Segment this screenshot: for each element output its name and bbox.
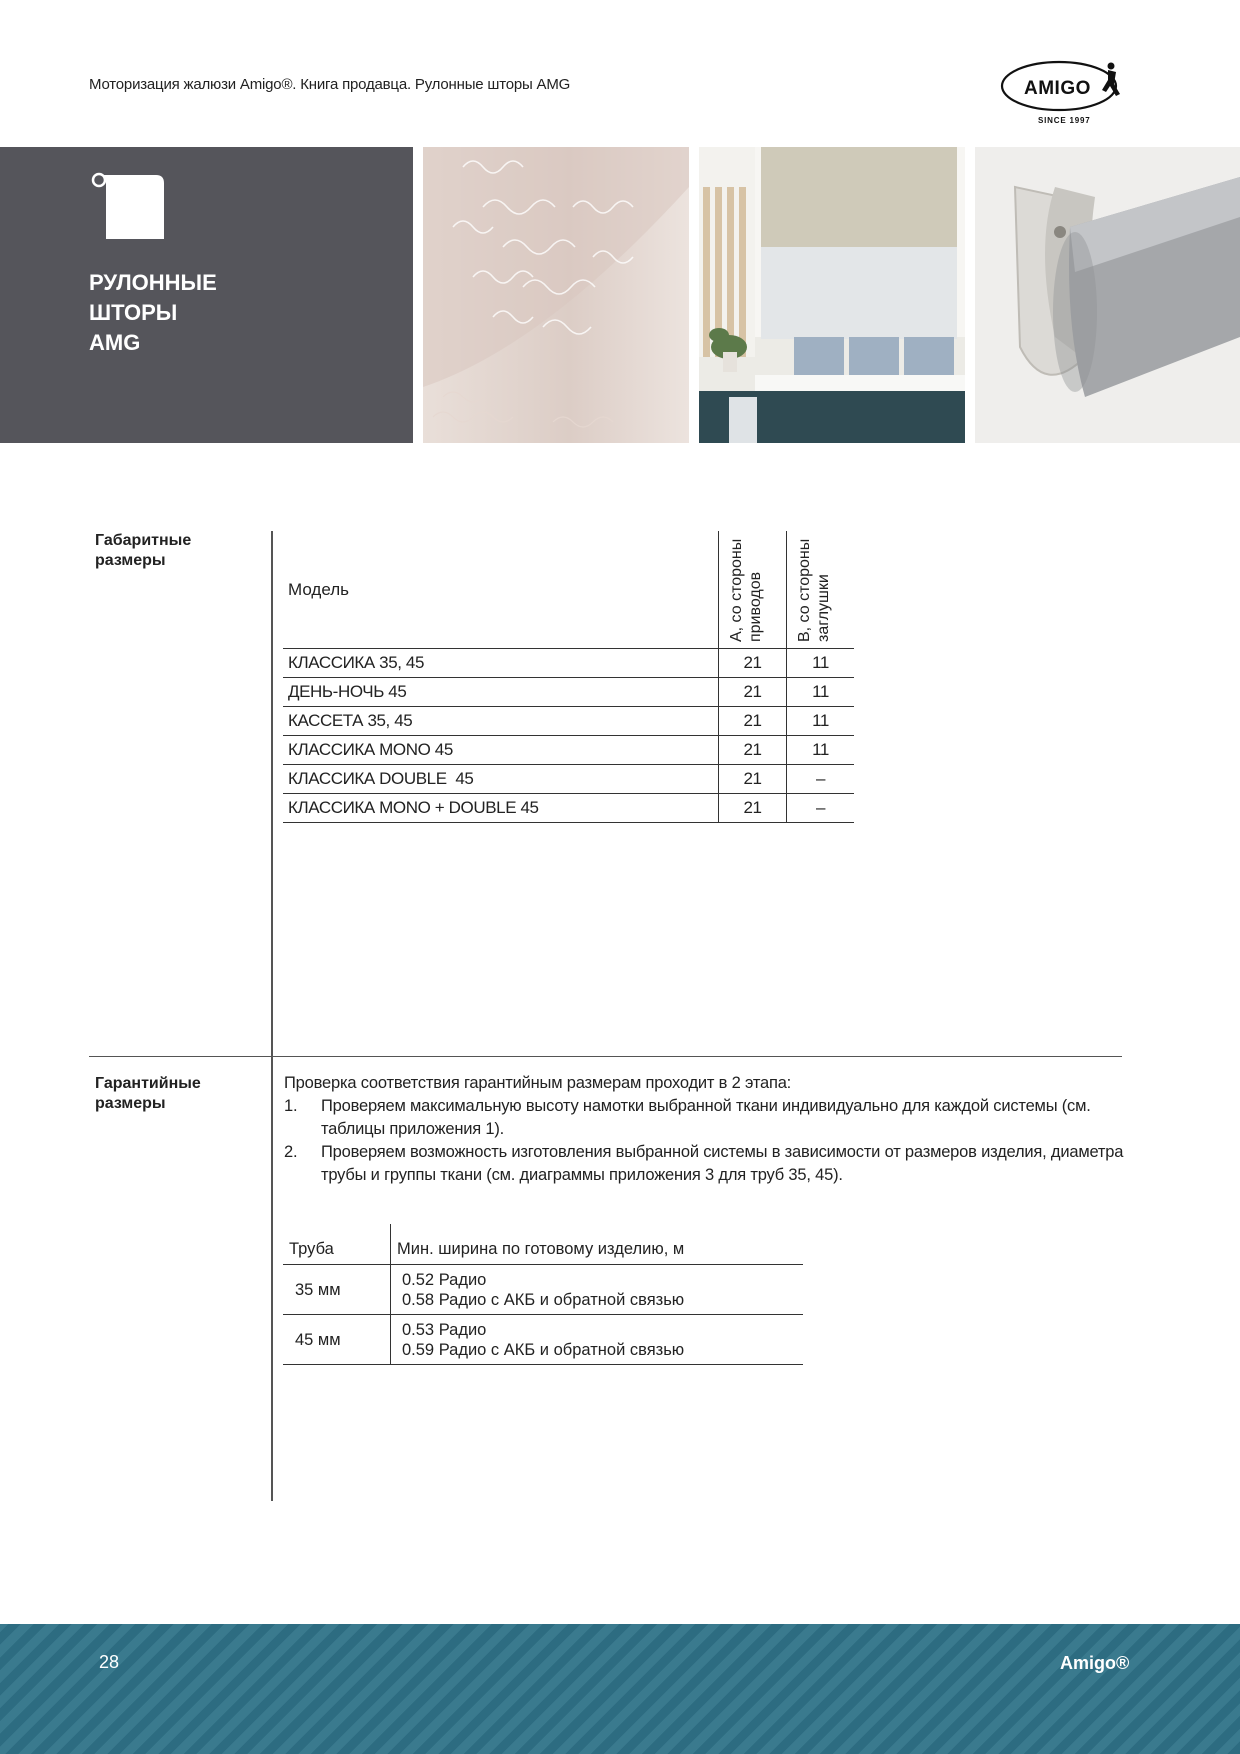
header-line: А, со стороны — [728, 538, 745, 642]
cell-model: КЛАССИКА MONO + DOUBLE 45 — [283, 794, 719, 823]
warranty-steps — [284, 1095, 1124, 1187]
title-line: РУЛОННЫЕ — [89, 270, 217, 295]
list-text: Проверяем возможность изготовления выбранной системы в зависимости от размеров изделия, диаметра трубы и группы ткани (см. диаграммы приложения 3 для труб 35, 45). — [321, 1143, 1124, 1184]
label-line: Габаритные — [95, 532, 192, 549]
title-tile — [0, 147, 413, 443]
page-title — [89, 268, 217, 358]
amigo-logo — [1000, 56, 1128, 130]
list-text: Проверяем максимальную высоту намотки выбранной ткани индивидуально для каждой системы (см. таблицы приложения 1). — [321, 1097, 1091, 1138]
width-line: 0.53 Радио — [402, 1320, 487, 1339]
title-line: AMG — [89, 330, 141, 355]
cell-tube: 45 мм — [283, 1315, 391, 1365]
cell-min-width — [391, 1315, 804, 1365]
header-line: приводов — [747, 571, 764, 642]
dimensions-label — [95, 531, 191, 571]
logo-wordmark: AMIGO — [1024, 78, 1091, 99]
cell-model: КЛАССИКА 35, 45 — [283, 649, 719, 678]
cell-a: 21 — [719, 649, 787, 678]
list-item — [284, 1141, 1124, 1187]
cell-b: – — [787, 794, 855, 823]
column-header-model: Модель — [283, 531, 719, 649]
cell-tube: 35 мм — [283, 1265, 391, 1315]
width-line: 0.58 Радио с АКБ и обратной связью — [402, 1290, 685, 1309]
table-row — [283, 1315, 803, 1365]
dimensions-table — [283, 531, 854, 823]
table-row — [283, 736, 854, 765]
header-line: заглушки — [815, 574, 832, 642]
roller-blind-icon — [90, 171, 174, 239]
cell-model: КЛАССИКА MONO 45 — [283, 736, 719, 765]
cell-b: – — [787, 765, 855, 794]
bracket-photo — [975, 147, 1240, 443]
fabric-photo — [423, 147, 689, 443]
list-item — [284, 1095, 1124, 1141]
cell-model: КЛАССИКА DOUBLE 45 — [283, 765, 719, 794]
footer-brand: Amigo® — [1060, 1653, 1130, 1673]
warranty-label — [95, 1074, 201, 1114]
width-line: 0.59 Радио с АКБ и обратной связью — [402, 1340, 685, 1359]
cell-model: ДЕНЬ-НОЧЬ 45 — [283, 678, 719, 707]
column-header-min-width: Мин. ширина по готовому изделию, м — [391, 1224, 804, 1265]
column-header-a — [719, 531, 787, 649]
document-header: Моторизация жалюзи Amigo®. Книга продавца. Рулонные шторы AMG — [89, 76, 571, 93]
title-line: ШТОРЫ — [89, 300, 178, 325]
table-row — [283, 649, 854, 678]
cell-a: 21 — [719, 736, 787, 765]
table-row — [283, 678, 854, 707]
cell-a: 21 — [719, 678, 787, 707]
page-number: 28 — [99, 1652, 120, 1672]
section-divider-vertical — [271, 1057, 273, 1501]
column-header-b — [787, 531, 855, 649]
window-photo — [699, 147, 965, 443]
label-line: Гарантийные — [95, 1075, 201, 1092]
width-line: 0.52 Радио — [402, 1270, 487, 1289]
warranty-text — [284, 1072, 1124, 1187]
table-row — [283, 1265, 803, 1315]
header-line: В, со стороны — [796, 538, 813, 642]
cell-min-width — [391, 1265, 804, 1315]
warranty-intro: Проверка соответствия гарантийным размерам проходит в 2 этапа: — [284, 1074, 792, 1092]
footer-band — [0, 1624, 1240, 1754]
list-number: 1. — [284, 1097, 298, 1115]
cell-b: 11 — [787, 649, 855, 678]
cell-b: 11 — [787, 707, 855, 736]
label-line: размеры — [95, 1095, 166, 1112]
list-number: 2. — [284, 1143, 298, 1161]
cell-a: 21 — [719, 794, 787, 823]
cell-b: 11 — [787, 736, 855, 765]
cell-a: 21 — [719, 707, 787, 736]
table-row — [283, 707, 854, 736]
cell-b: 11 — [787, 678, 855, 707]
column-header-tube: Труба — [283, 1224, 391, 1265]
label-line: размеры — [95, 552, 166, 569]
logo-since: SINCE 1997 — [1038, 116, 1091, 125]
section-divider-horizontal — [89, 1056, 1122, 1057]
tube-width-table — [283, 1224, 803, 1365]
table-row — [283, 765, 854, 794]
section-divider-vertical — [271, 531, 273, 1056]
table-row — [283, 794, 854, 823]
cell-model: КАССЕТА 35, 45 — [283, 707, 719, 736]
cell-a: 21 — [719, 765, 787, 794]
